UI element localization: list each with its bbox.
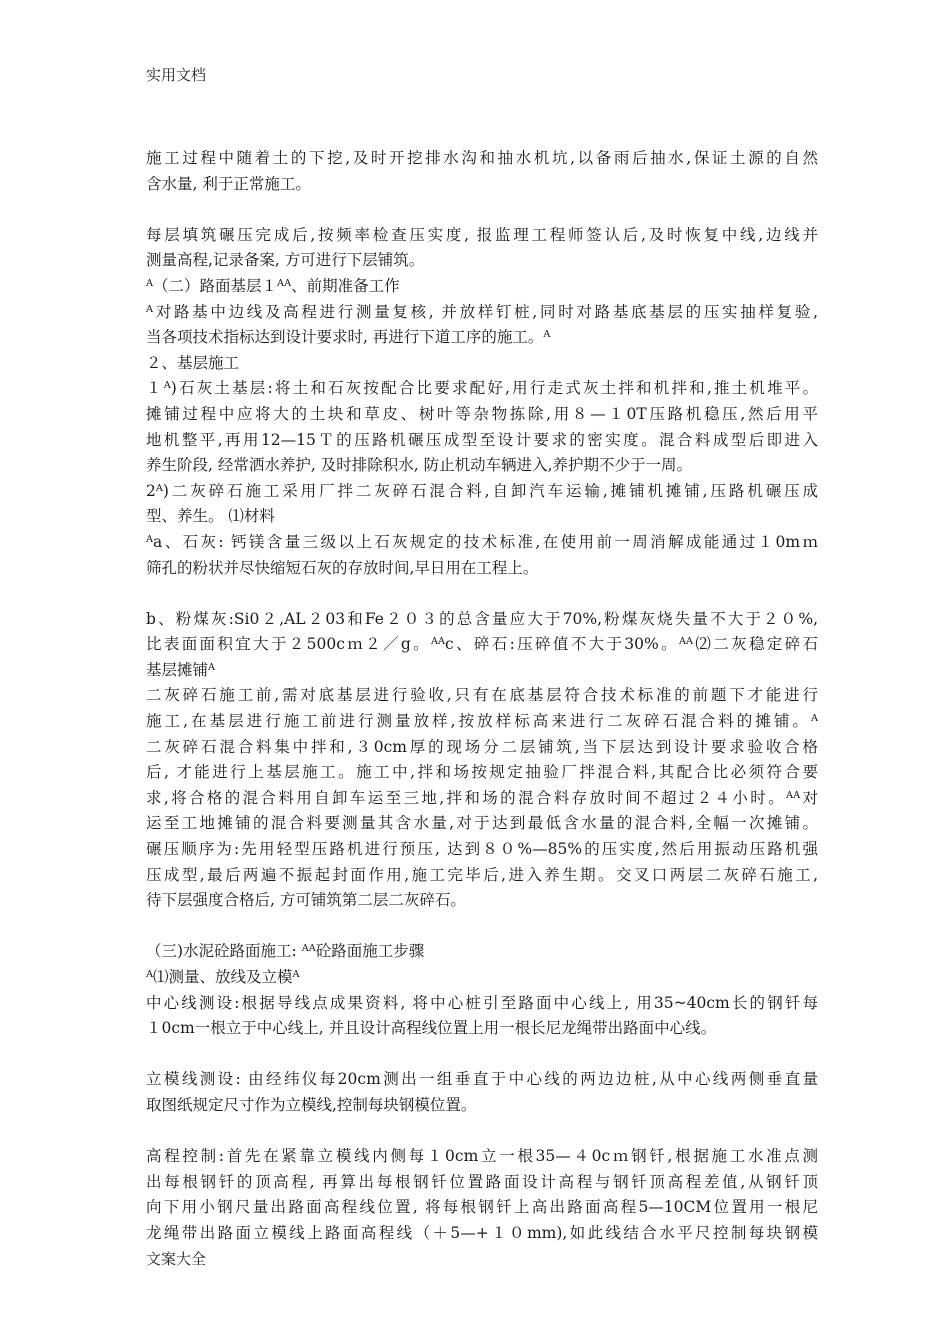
paragraph-gap: [146, 914, 818, 940]
text-line: 龙绳带出路面立模线上路面高程线（＋5—+１０mm),如此线结合水平尺控制每块钢模: [146, 1223, 818, 1242]
text-line: 基层摊铺ᴬ: [146, 660, 216, 679]
text-line: 测量高程,记录备案, 方可进行下层铺筑。: [146, 251, 425, 270]
paragraph-gap: [146, 1042, 818, 1068]
text-line: 向下用小钢尺量出路面高程线位置, 将每根钢钎上高出路面高程5—10CM位置用一根尼: [146, 1198, 818, 1217]
text-line: 施工,在基层进行施工前进行测量放样,按放样标高来进行二灰碎石混合料的摊铺。ᴬ: [146, 712, 818, 731]
text-line: 二灰碎石施工前,需对底基层进行验收,只有在底基层符合技术标准的前题下才能进行: [146, 686, 818, 705]
text-line: ᴬ（二）路面基层１ᴬᴬ、前期准备工作: [146, 276, 400, 295]
text-line: 求,将合格的混合料用自卸车运至三地,拌和场的混合料存放时间不超过２４小时。ᴬᴬ对: [146, 788, 818, 807]
page-footer: 文案大全: [146, 1250, 207, 1268]
text-line: 运至工地摊铺的混合料要测量其含水量,对于达到最低含水量的混合料,全幅一次摊铺。: [146, 814, 818, 833]
text-line: 施工过程中随着土的下挖,及时开挖排水沟和抽水机坑,以备雨后抽水,保证土源的自然: [146, 149, 818, 167]
paragraph-gap: [146, 581, 818, 607]
text-line: 摊铺过程中应将大的土块和草皮、树叶等杂物拣除,用８—１0T压路机稳压,然后用平: [146, 404, 818, 423]
text-line: １0cm一根立于中心线上, 并且设计高程线位置上用一根长尼龙绳带出路面中心线。: [146, 1019, 717, 1038]
text-line: 压成型,最后两遍不振起封面作用,施工完毕后,进入养生期。交叉口两层二灰碎石施工,: [146, 865, 818, 884]
text-line: 中心线测设:根据导线点成果资料, 将中心桩引至路面中心线上, 用35~40cm长的钢钎每: [146, 993, 818, 1012]
page-header: 实用文档: [146, 66, 207, 84]
text-line: 碾压顺序为:先用轻型压路机进行预压, 达到８０%—85%的压实度,然后用振动压路机强: [146, 840, 818, 859]
text-line: 地机整平,再用12—15Ｔ的压路机碾压成型至设计要求的密实度。混合料成型后即进入: [146, 430, 818, 449]
document-body: [146, 146, 818, 1247]
text-line: 养生阶段, 经常洒水养护, 及时排除积水, 防止机动车辆进入,养护期不少于一周。: [146, 456, 692, 475]
text-line: ᴬ对路基中边线及高程进行测量复核, 并放样钉桩,同时对路基底基层的压实抽样复验,: [146, 302, 818, 321]
text-line: １ᴬ)石灰土基层:将土和石灰按配合比要求配好,用行走式灰土拌和机拌和,推土机堆平。: [146, 379, 818, 398]
text-line: 2ᴬ)二灰碎石施工采用厂拌二灰碎石混合料,自卸汽车运输,摊铺机摊铺,压路机碾压成: [146, 481, 818, 500]
text-line: b、粉煤灰:Si0２,AL２03和Fe２０３的总含量应大于70%,粉煤灰烧失量不大于２０%,: [146, 609, 818, 628]
paragraph-gap: [146, 1119, 818, 1145]
text-line: 型、养生。 ⑴材料: [146, 507, 275, 526]
text-line: ２、基层施工: [146, 353, 240, 372]
text-line: 比表面面积宜大于２500cｍ２／g。ᴬᴬc、碎石:压碎值不大于30%。ᴬᴬ⑵二灰稳定碎石: [146, 635, 818, 654]
text-line: 后, 才能进行上基层施工。施工中,拌和场按规定抽验厂拌混合料,其配合比必须符合要: [146, 763, 818, 782]
text-line: （三)水泥砼路面施工: ᴬᴬ砼路面施工步骤: [146, 942, 425, 961]
paragraph-gap: [146, 197, 818, 223]
text-line: 取图纸规定尺寸作为立模线,控制每块钢模位置。: [146, 1095, 477, 1114]
text-line: 立模线测设: 由经纬仪每20cm测出一组垂直于中心线的两边边桩,从中心线两侧垂直量: [146, 1070, 818, 1089]
text-line: 筛孔的粉状并尽快缩短石灰的存放时间,早日用在工程上。: [146, 558, 539, 577]
text-line: 待下层强度合格后, 方可铺筑第二层二灰碎石。: [146, 891, 466, 910]
text-line: 出每根钢钎的顶高程, 再算出每根钢钎位置路面设计高程与钢钎顶高程差值,从钢钎顶: [146, 1172, 818, 1191]
text-line: ᴬ⑴测量、放线及立模ᴬ: [146, 968, 300, 986]
text-line: ᴬa、石灰: 钙镁含量三级以上石灰规定的技术标准,在使用前一周消解成能通过１0mｍ: [146, 532, 818, 551]
text-line: 每层填筑碾压完成后,按频率检查压实度, 报监理工程师签认后,及时恢复中线,边线并: [146, 225, 818, 244]
text-line: 含水量, 利于正常施工。: [146, 174, 311, 193]
text-line: 高程控制:首先在紧靠立模线内侧每１0cm立一根35—４0cｍ钢钎,根据施工水准点测: [146, 1147, 818, 1166]
text-line: 二灰碎石混合料集中拌和,３0cm厚的现场分二层铺筑,当下层达到设计要求验收合格: [146, 737, 818, 756]
text-line: 当各项技术指标达到设计要求时, 再进行下道工序的施工。ᴬ: [146, 328, 551, 347]
